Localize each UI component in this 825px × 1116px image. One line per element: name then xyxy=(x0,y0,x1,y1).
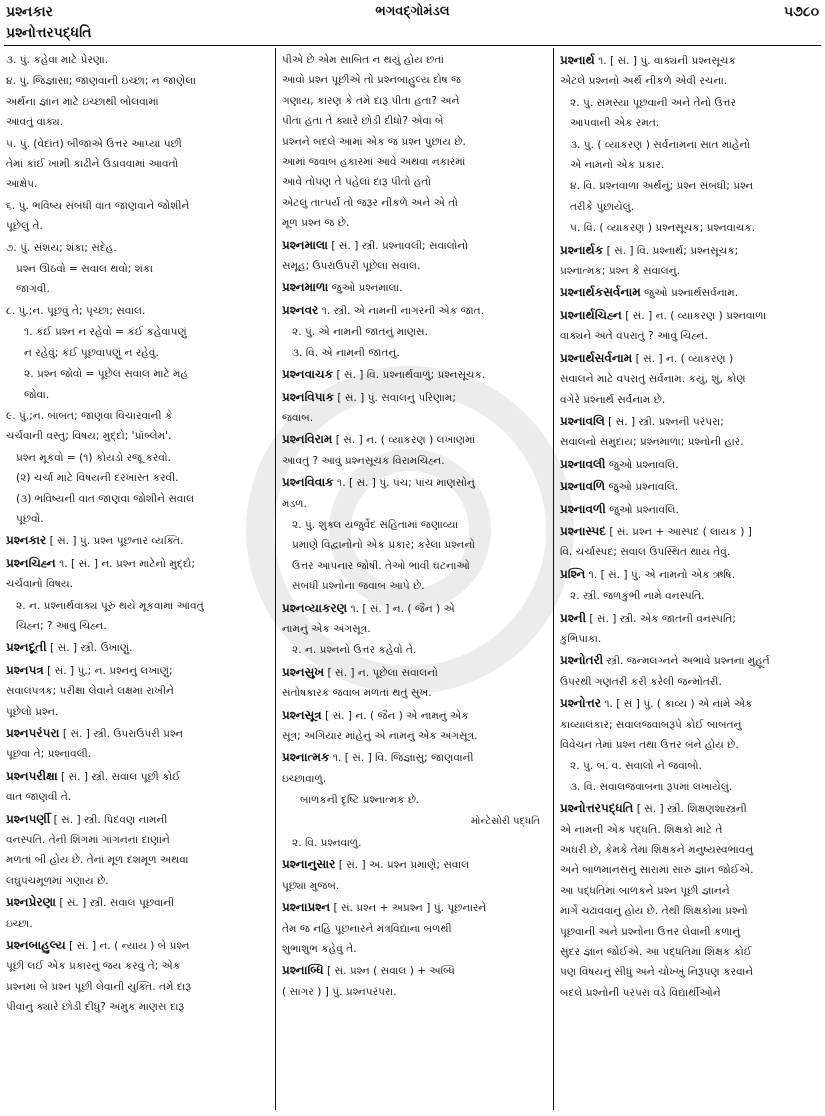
dictionary-entry xyxy=(560,282,819,303)
definition-text: [ સં. ] ન. ( વ્યાકરણ ) લખાણમાં xyxy=(335,434,476,447)
definition-text: ૧. [ સં. ] વિ. જિજ્ઞાસુ; જાણવાની xyxy=(332,752,474,765)
headword: પ્રશ્નકાર xyxy=(6,533,47,548)
headword: પ્રશ્ની xyxy=(560,610,587,625)
definition-text: ૨. વિ. પ્રશ્નવાળું. xyxy=(292,837,362,850)
definition-text: ૩. વિ. સવાલજવાબના રૂપમાં લખાયેલું. xyxy=(570,780,733,793)
dictionary-entry xyxy=(560,454,819,475)
definition-text: ૨. પું. બ. વ. સવાલો ને જવાબો. xyxy=(570,760,702,773)
definition-text: એટલે પ્રશ્નનો અર્થ નીકળે એવી રચના. xyxy=(560,75,728,88)
headword: પ્રશ્નવાચક xyxy=(282,367,334,382)
definition-text: જવાબ. xyxy=(282,411,314,424)
entry-sense xyxy=(282,322,544,363)
definition-text: સુંદર જ્ઞાન જોઈએ. આ પદ્ધતિમાં શિક્ષક કોઈ xyxy=(560,946,752,959)
headword: પ્રશ્નાર્થચિહ્ન xyxy=(560,307,622,322)
definition-text: (૨) ચર્ચા માટે વિષયની દરખાસ્ત કરવી. xyxy=(16,472,179,485)
definition-text: માર્ગે ચઢાવવાનું હોય છે. તેથી શિક્ષકોમાં પ્રશ્નો xyxy=(560,905,748,918)
header-rule xyxy=(4,45,821,46)
dictionary-entry xyxy=(282,960,544,1002)
column-divider-1 xyxy=(275,48,276,1110)
definition-text: ૨. પ્રશ્ન જોવો = પૂછેલ સવાલ માટે મહ xyxy=(24,368,188,381)
entry-sense xyxy=(560,586,819,606)
entry-sense xyxy=(6,50,268,70)
definition-text: [ સં. પ્રશ્ન ( સવાલ ) + અબ્ધિ xyxy=(327,965,455,978)
definition-text: ૭. પું. સંશય; શંકા; સંદેહ. xyxy=(6,241,117,254)
definition-text: ૩. વિ. એ નામની જાતનું. xyxy=(292,346,400,359)
definition-text: આવો પ્રશ્ન પૂછીએ તો પ્રશ્નબાહુલ્ય દોષ જ xyxy=(282,74,462,87)
headword: પ્રશ્નપરંપરા xyxy=(6,726,60,740)
definition-text: મંડળ. xyxy=(282,497,307,510)
dictionary-entry xyxy=(282,387,544,429)
definition-text: જુઓ પ્રશ્નાર્થસર્વનામ. xyxy=(644,287,739,300)
dictionary-entry xyxy=(560,476,819,497)
headword: પ્રશ્નાવલિ xyxy=(560,413,605,428)
entry-sense xyxy=(560,218,819,238)
definition-text: ( સાગર ) ] પું. પ્રશ્નપરંપરા. xyxy=(282,985,397,998)
headword: પ્રશ્નચિહ્ન xyxy=(6,555,56,570)
entry-sense xyxy=(6,71,268,132)
definition-text: મૂળ પ્રશ્ન જ છે. xyxy=(282,217,350,230)
dictionary-entry xyxy=(282,472,544,514)
definition-text: કુંભિપાકા. xyxy=(560,632,602,645)
definition-text: ચિહ્ન; ? આવું ચિહ્ન. xyxy=(16,619,107,632)
headword: પ્રશ્નબાહુલ્ય xyxy=(6,938,66,953)
definition-text: [ સં. ] વિ. પ્રશ્નાર્થ; પ્રશ્નસૂચક; xyxy=(606,244,739,257)
dictionary-entry xyxy=(6,766,268,808)
definition-text: આવતું ? આવું પ્રશ્નસૂચક વિરામચિહ્ન. xyxy=(282,454,445,467)
header-last-guideword: પ્રશ્નોત્તરપદ્ધતિ xyxy=(6,25,92,41)
entry-sense xyxy=(6,301,268,321)
definition-text: ૨. સ્ત્રી. જળકુંભી નામે વનસ્પતિ. xyxy=(570,590,705,603)
dictionary-entry xyxy=(6,530,268,551)
definition-text: બદલે પ્રશ્નોની પરંપરા વડે વિદ્યાર્થીઓને xyxy=(560,986,721,999)
entry-sense xyxy=(6,259,268,300)
definition-text: સવાલનો સમુદાય; પ્રશ્નમાળા; પ્રશ્નોની હાર. xyxy=(560,436,744,449)
entry-sense xyxy=(6,406,268,447)
definition-text: તેમ જ નહિ પૂછનારને મંત્રવિદ્યાના બળથી xyxy=(282,922,452,935)
dictionary-entry xyxy=(282,429,544,471)
definition-text: આવતું વાક્ય. xyxy=(6,116,64,129)
entry-sense xyxy=(560,135,819,176)
definition-text: વનસ્પતિ. તેની શિંગમાં ગાંગનના દાણાને xyxy=(6,834,170,847)
definition-text: પ્રશ્નમાં બે પ્રશ્ન પૂછી લેવાની યુક્તિ. તમે દારૂ xyxy=(6,980,192,993)
definition-text: [ સં. ] ન. ( ન્યાય ) બે પ્રશ્ન xyxy=(69,940,190,953)
definition-text: [ સં. પ્રશ્ન + અપ્રશ્ન ] પું. પૂછનારને xyxy=(333,902,487,915)
definition-text: નામનું એક અંગસૂત્ર. xyxy=(282,622,371,635)
entry-sense xyxy=(560,93,819,134)
page-number: ૫૭૮૦ xyxy=(783,4,819,20)
definition-text: સ્ત્રી. જન્મલગ્નને અભાવે પ્રશ્નના મુહૂર્ત xyxy=(606,655,770,668)
dictionary-entry xyxy=(6,660,268,722)
dictionary-entry xyxy=(282,897,544,959)
dictionary-entry xyxy=(6,723,268,765)
definition-text: જુઓ પ્રશ્નાવલિ. xyxy=(609,503,679,516)
definition-text: પૂછેલો પ્રશ્ન. xyxy=(6,705,59,718)
entry-sense xyxy=(560,176,819,217)
headword: પ્રશ્નાવળી xyxy=(560,501,606,516)
entry-sense xyxy=(6,364,268,405)
column-3 xyxy=(560,50,819,1110)
definition-text: જાગવી. xyxy=(16,283,50,296)
definition-text: [ સં. ] સ્ત્રી. એક જાતની વનસ્પતિ; xyxy=(589,612,736,625)
definition-text: ૨. પું. શુક્લ યજુર્વેદ સંહિતામાં જણાવ્યા xyxy=(292,518,459,531)
header-book-title: ભગવદ્ગોમંડલ xyxy=(375,4,450,19)
dictionary-entry xyxy=(560,608,819,650)
definition-text: [ સં. ] વિ. પ્રશ્નાર્થવાળું; પ્રશ્નસૂચક. xyxy=(336,369,486,382)
dictionary-entry xyxy=(6,809,268,892)
definition-text: જુઓ પ્રશ્નાવલિ. xyxy=(608,481,679,494)
definition-text: આવે તોપણ તે પહેલાં દારૂ પીતો હતો xyxy=(282,176,432,189)
definition-text: આ પદ્ધતિમાં બાળકને પ્રશ્ન પૂછી જ્ઞાનને xyxy=(560,884,730,897)
entry-sense xyxy=(6,238,268,258)
definition-text: [ સં. ] પું. પ્રશ્ન પૂછનાર વ્યક્તિ. xyxy=(49,535,184,548)
entry-sense xyxy=(282,640,544,660)
definition-text: પૂછેલું તે. xyxy=(6,220,43,233)
definition-text: સમૂહ; ઉપરાઉપરી પૂછેલા સવાલ. xyxy=(282,260,421,273)
definition-text: પૂછવા તે; પ્રશ્નાવલી. xyxy=(6,748,92,761)
definition-text: ૧. કંઈ પ્રશ્ન ન રહેવો = કંઈ કહેવાપણું xyxy=(24,326,187,339)
definition-text: [ સં. ] ન. ( વ્યાકરણ ) xyxy=(635,352,734,365)
definition-text: સંબંધી પ્રશ્નોના જવાબ આપે છે. xyxy=(292,580,425,593)
entry-sense xyxy=(282,790,544,810)
definition-text: શુભાશુભ કહેવું તે. xyxy=(282,943,357,956)
headword: પ્રશ્નપત્ર xyxy=(6,662,44,677)
headword: પ્રશ્નપર્ણી xyxy=(6,811,51,826)
dictionary-entry xyxy=(282,235,544,277)
dictionary-entry xyxy=(560,564,819,585)
definition-text: ૧. સ્ત્રી. એ નામની નાગરની એક જાત. xyxy=(321,304,485,317)
dictionary-entry xyxy=(282,364,544,385)
definition-text: (૩) ભવિષ્યની વાત જાણવા જોશીને સવાલ xyxy=(16,492,195,505)
definition-text: પ્રશ્ન મૂકવો = (૧) કોયડો રજૂ કરવો. xyxy=(16,451,172,464)
definition-text: લઘુપંચમૂળમાં ગણાય છે. xyxy=(6,874,109,887)
headword: પ્રશ્નવ્યાકરણ xyxy=(282,600,348,615)
definition-text: ૩. પું. કહેવા માટે પ્રેરણા. xyxy=(6,54,109,66)
definition-text: વિવેચન તેમાં પ્રશ્ન તથા ઉત્તર બંને હોય છે. xyxy=(560,739,739,751)
headword: પ્રશ્નાબ્ધિ xyxy=(282,963,324,978)
definition-text: ૧. [ સં. ] પું. વાક્યની પ્રશ્નસૂચક xyxy=(598,55,736,67)
definition-text: [ સં. ] સ્ત્રી. શિક્ષણશાસ્ત્રની xyxy=(636,803,747,816)
column-1 xyxy=(6,50,268,1110)
definition-text: [ સં. ] પું. સવાલનું પરિણામ; xyxy=(337,391,456,404)
headword: પ્રશ્નોત્તર xyxy=(560,696,601,711)
definition-text: ૨. ન. પ્રશ્નાર્થવાક્ય પૂરું થયે મૂકવામાં આવતું xyxy=(16,599,204,612)
dictionary-entry xyxy=(560,650,819,692)
dictionary-entry xyxy=(560,305,819,347)
definition-text: [ સં. ] ન. ( જૈન ) એ નામનું એક xyxy=(325,709,469,722)
dictionary-entry xyxy=(6,637,268,658)
definition-text: જુઓ પ્રશ્નમાલા. xyxy=(331,282,403,295)
definition-text: સૂત્ર; અગિયાર માંહેનું એ નામનું એક અંગસૂત્ર. xyxy=(282,730,478,742)
definition-text: ૨. પું. સમસ્યા પૂછવાની અને તેનો ઉત્તર xyxy=(570,96,737,109)
headword: પ્રશ્નોતરી xyxy=(560,653,604,668)
definition-text: પ્રશ્નને બદલે આમાં એક જ પ્રશ્ન પુછાય છે. xyxy=(282,135,466,148)
dictionary-entry xyxy=(560,499,819,520)
dictionary-entry xyxy=(6,553,268,595)
headword: પ્રશ્નિ xyxy=(560,566,586,581)
definition-text: ચર્ચવાનો વિષય. xyxy=(6,578,74,591)
dictionary-entry xyxy=(560,411,819,453)
definition-text: આપવાની એક રમત. xyxy=(570,117,660,130)
definition-text: પ્રમાણે વિદ્વાનોનો એક પ્રકાર; કરેલા પ્રશ્નનો xyxy=(292,539,475,552)
header-left-guideword: પ્રશ્નકાર xyxy=(6,4,53,20)
definition-text: ૫. પું. (વેદાંત) બીજાએ ઉત્તર આપ્યા પછી xyxy=(6,137,182,150)
entry-sense xyxy=(6,134,268,195)
definition-text: ૫. વિ. ( વ્યાકરણ ) પ્રશ્નસૂચક; પ્રશ્નવાચક. xyxy=(570,222,756,235)
entry-sense xyxy=(282,515,544,597)
entry-sense xyxy=(6,196,268,237)
headword: પ્રશ્નાપ્રશ્ન xyxy=(282,900,331,915)
dictionary-entry xyxy=(6,935,268,1018)
definition-text: પ્રશ્ન ઊઠવો = સવાલ થવો; શંકા xyxy=(16,263,153,276)
definition-text: ૧. [ સં. ] ન. ( જૈન ) એ xyxy=(350,602,455,615)
definition-text: [ સં. ] અ. પ્રશ્ન પ્રમાણે; સવાલ xyxy=(338,859,470,872)
definition-text: ૧. [ સં. ] પું. એ નામનો એક ઋષિ. xyxy=(588,568,735,581)
entry-sense xyxy=(282,50,544,234)
entry-sense xyxy=(282,833,544,853)
definition-text: પણ વિષયનું સીધું અને ચોખ્ખું નિરૂપણ કરવાને xyxy=(560,966,754,979)
column-divider-2 xyxy=(553,48,554,1110)
definition-text: [ સં. ] સ્ત્રી. પ્રશ્નની પરંપરા; xyxy=(608,415,724,428)
dictionary-entry xyxy=(282,705,544,747)
definition-text: ૧. [ સં ] પું. ( કાવ્ય ) એ નામે એક xyxy=(604,698,753,711)
definition-text: તેમાં કાંઈ ખામી કાઢીને ઉડાવવામાં આવતો xyxy=(6,158,179,171)
definition-text: તરીકે પુછાયેલું. xyxy=(570,200,635,213)
dictionary-entry xyxy=(560,240,819,282)
definition-text: પીવાનું ક્યારે છોડી દીધું? અમુક માણસ દારૂ xyxy=(6,1001,185,1014)
definition-text: જુઓ પ્રશ્નાવલિ. xyxy=(608,458,679,471)
headword: પ્રશ્નમાળા xyxy=(282,280,329,295)
definition-text: [ સં. પ્રશ્ન + આસ્પદ ( લાયક ) ] xyxy=(609,525,752,538)
dictionary-entry xyxy=(282,300,544,321)
dictionary-entry xyxy=(560,693,819,755)
definition-text: સવાલને માટે વપરાતું સર્વનામ. કયું, શું, કોણ xyxy=(560,373,746,386)
definition-text: [ સં. ] સ્ત્રી. સવાલ પૂછવાની xyxy=(59,897,175,910)
definition-text: ઉત્તર આપનાર જોષી. તેઓ ભાવી ઘટનાઓ xyxy=(292,559,470,572)
definition-text: અઘરી છે, કેમકે તેમાં શિક્ષકને મનુષ્યસ્વભાવનું xyxy=(560,844,754,857)
definition-text: [ સં. ] ન. ( વ્યાકરણ ) પ્રશ્નવાળા xyxy=(625,309,767,322)
definition-text: ગણાય, કારણ કે તમે દારૂ પીતા હતા? અને xyxy=(282,94,460,107)
definition-text: એ નામની એક પદ્ધતિ. શિક્ષકો માટે તે xyxy=(560,823,723,836)
definition-text: [ સં. ] સ્ત્રી. ઉપરાઉપરી પ્રશ્ન xyxy=(62,728,184,740)
definition-text: ૧. [ સં. ] પું. પંચ; પાંચ માણસોનું xyxy=(337,477,475,490)
headword: પ્રશ્નમાલા xyxy=(282,237,328,252)
headword: પ્રશ્નદૂતી xyxy=(6,640,47,655)
definition-text: સંતોષકારક જવાબ મળતાં થતું સુખ. xyxy=(282,687,432,700)
headword: પ્રશ્નવિપાક xyxy=(282,389,334,404)
definition-text: ૨. પું. એ નામની જાતનું માણસ. xyxy=(292,326,429,339)
headword: પ્રશ્નસૂત્ર xyxy=(282,707,322,722)
entry-sense xyxy=(6,322,268,363)
definition-text: [ સં. ] સ્ત્રી. પ્રશ્નાવલી; સવાલોનો xyxy=(331,239,468,252)
definition-text: ઇચ્છાવાળું. xyxy=(282,772,327,785)
definition-text: [ સં. ] સ્ત્રી. પિદવણ નામની xyxy=(53,813,168,826)
definition-text: કાવ્યાલંકાર; સવાલજવાબરૂપે કોઈ બાબતનું xyxy=(560,718,742,731)
definition-text: જોવા. xyxy=(24,388,50,401)
dictionary-entry xyxy=(560,50,819,92)
definition-text: અર્થના જ્ઞાન માટે ઇચ્છાથી બોલવામાં xyxy=(6,95,159,108)
headword: પ્રશ્નાસ્પદ xyxy=(560,523,606,538)
definition-text: એટલું તાત્પર્ય તો જરૂર નીકળે અને એ તો xyxy=(282,196,458,209)
dictionary-entry xyxy=(6,892,268,934)
definition-text: વગેરે પ્રશ્નાર્થ સર્વનામ છે. xyxy=(560,393,666,406)
definition-text: ૨. ન. પ્રશ્નનો ઉત્તર કહેવો તે. xyxy=(292,644,417,657)
dictionary-entry xyxy=(282,854,544,896)
dictionary-entry xyxy=(560,348,819,410)
definition-text: પૂછવો. xyxy=(16,512,44,525)
definition-text: ચર્ચવાની વસ્તુ; વિષય; મુદ્દો; 'પ્રૉબ્લેમ'. xyxy=(6,430,172,443)
headword: પ્રશ્નપ્રેરણા xyxy=(6,895,56,910)
headword: પ્રશ્નાવલી xyxy=(560,456,606,471)
headword: પ્રશ્નાર્થક xyxy=(560,242,604,257)
definition-text: આમાં જવાબ હકારમાં આવે અથવા નકારમાં xyxy=(282,156,466,169)
definition-text: પૂછી લઈ એક પ્રકારનું જય કરવું તે; એક xyxy=(6,960,181,973)
headword: પ્રશ્નસુખ xyxy=(282,664,325,679)
definition-text: ઉપરથી ગણતરી કરી કરેલી જન્મોતરી. xyxy=(560,675,722,688)
dictionary-entry xyxy=(282,277,544,298)
definition-text: [ સં. ] સ્ત્રી. સવાલ પૂછી કોઈ xyxy=(61,770,181,783)
definition-text: વાત જાણવી તે. xyxy=(6,791,72,804)
definition-text: [ સં. ] ન. પૂછેલા સવાલનો xyxy=(327,666,438,679)
headword: પ્રશ્નવિરામ xyxy=(282,432,333,447)
definition-text: ઇચ્છા. xyxy=(6,917,33,930)
dictionary-entry xyxy=(282,598,544,640)
definition-text: ૪. પું. જિજ્ઞાસા; જાણવાની ઇચ્છા; ન જાણેલા xyxy=(6,75,196,88)
definition-text: ૮. પું.;ન. પૂછવું તે; પૃચ્છા; સવાલ. xyxy=(6,304,146,317)
page-header xyxy=(6,4,819,26)
dictionary-entry xyxy=(560,521,819,563)
headword: પ્રશ્નાર્થ xyxy=(560,53,595,67)
dictionary-entry xyxy=(282,747,544,789)
definition-text: [ સં. ] સ્ત્રી. ઉખાણું. xyxy=(50,642,133,655)
definition-text: ન રહેવું; કંઈ પૂછવાપણું ન રહેવું. xyxy=(24,346,159,359)
dictionary-entry xyxy=(282,662,544,704)
definition-text: બાળકની દૃષ્ટિ પ્રશ્નાત્મક છે. xyxy=(300,794,420,807)
definition-text: વાક્યને અંતે વપરાતું ? આવું ચિહ્ન. xyxy=(560,330,708,343)
headword: પ્રશ્નાર્થકસર્વનામ xyxy=(560,285,641,300)
definition-text: પીતા હતા તે ક્યારે છોડી દીધો? એવા બે xyxy=(282,115,444,128)
definition-text: પૂછવાની અને પ્રશ્નોના ઉત્તર લેવાની કળાનું xyxy=(560,925,741,938)
definition-text: મળતાં બી હોય છે. તેનાં મૂળ દશમૂળ અથવા xyxy=(6,854,189,867)
definition-text: આક્ષેપ. xyxy=(6,178,38,191)
definition-text: પીએ છે એમ સાબિત ન થયું હોય છતાં xyxy=(282,54,444,66)
definition-text: ૪. વિ. પ્રશ્નવાળા અર્થનું; પ્રશ્ન સંબંધી; પ્રશ્ન xyxy=(570,180,754,193)
definition-text: અને બાળમાનસનું સારામાં સારું જ્ઞાન જોઈએ. xyxy=(560,864,754,877)
definition-text: ૩. પું. ( વ્યાકરણ ) સર્વનામના સાત માંહેનો xyxy=(570,138,751,151)
definition-text: સવાલપત્રક; પરીક્ષા લેવાને લક્ષમાં રાખીને xyxy=(6,685,174,698)
headword: પ્રશ્નોત્તરપદ્ધતિ xyxy=(560,801,634,816)
entry-sense xyxy=(560,756,819,797)
headword: પ્રશ્નવર xyxy=(282,302,319,317)
definition-text: ૯. પું.;ન. બાબત; જાણવા વિચારવાની કે xyxy=(6,409,173,422)
definition-text: પ્રશ્નાત્મક; પ્રશ્ન કે સવાલનું. xyxy=(560,265,681,278)
quote-source: મોન્ટેસોરી પદ્ધતિ xyxy=(470,815,540,827)
headword: પ્રશ્નાત્મક xyxy=(282,750,330,765)
headword: પ્રશ્નપરીક્ષા xyxy=(6,768,58,783)
entry-sense xyxy=(6,596,268,637)
definition-text: પૂછ્યા મુજબ. xyxy=(282,879,340,892)
headword: પ્રશ્નવિવાક xyxy=(282,475,334,490)
definition-text: વિ. ચર્ચાસ્પદ; સવાલ ઉપસ્થિત થાય તેવું. xyxy=(560,546,731,559)
dictionary-entry xyxy=(560,798,819,1003)
headword: પ્રશ્નાનુસાર xyxy=(282,857,336,872)
definition-text: ૬. પું. ભવિષ્ય સંબંધી વાત જાણવાને જોશીને xyxy=(6,199,190,212)
definition-text: એ નામનો એક પ્રકાર. xyxy=(570,159,665,172)
definition-text: ૧. [ સં. ] ન. પ્રશ્ન માટેનો મુદ્દો; xyxy=(59,557,195,570)
column-2 xyxy=(282,50,544,1110)
definition-text: [ સં. ] પું.; ન. પ્રશ્નનું લખાણું; xyxy=(47,664,173,677)
headword: પ્રશ્નાર્થસર્વનામ xyxy=(560,350,633,365)
entry-sense xyxy=(6,448,268,530)
headword: પ્રશ્નાવળિ xyxy=(560,479,606,494)
